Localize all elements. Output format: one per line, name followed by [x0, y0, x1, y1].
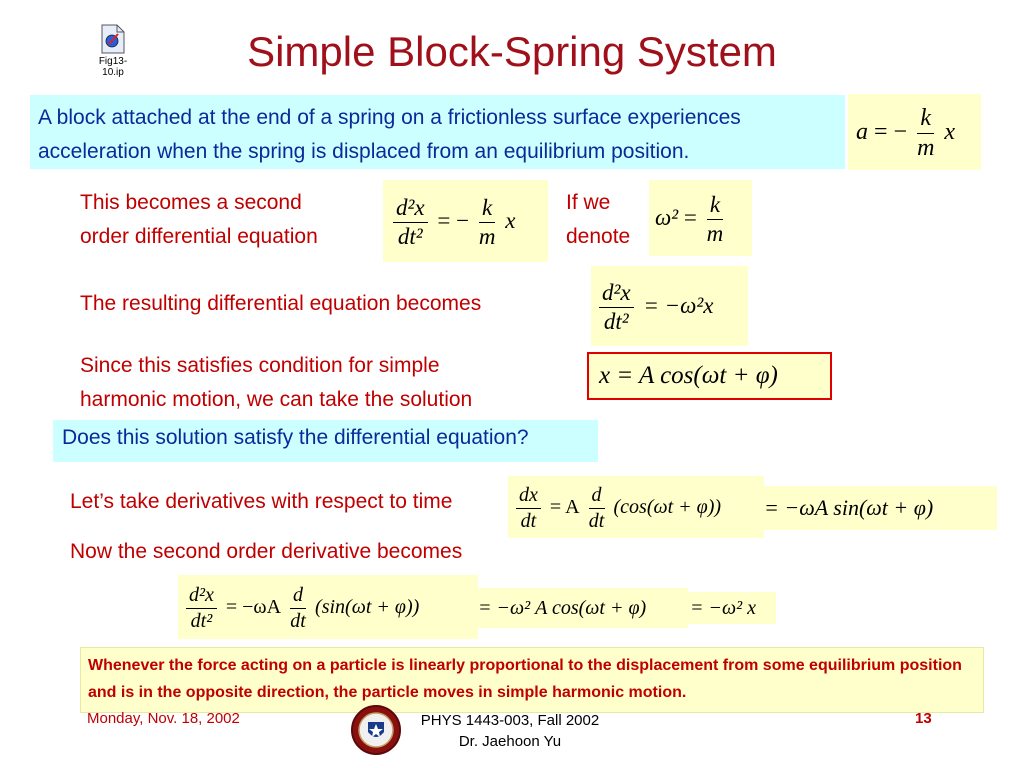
intro-text: A block attached at the end of a spring on a frictionless surface experiences acceleration when the spring is displaced from an equilibrium position.: [38, 106, 741, 163]
icon-label: Fig13-10.ip: [98, 56, 128, 78]
acceleration-equation: a = − $\frac{k}{m}$ x: [848, 94, 981, 170]
instructor-name: Dr. Jaehoon Yu: [458, 733, 562, 750]
second-order-text: This becomes a second order differential equation: [80, 191, 318, 248]
first-derivative-result: = −ωA sin(ωt + φ): [760, 486, 997, 530]
derivatives-text: Let’s take derivatives with respect to time: [70, 490, 453, 513]
solution-equation: x = A cos(ωt + φ): [587, 352, 832, 400]
course-name: PHYS 1443-003, Fall 2002: [420, 712, 600, 729]
university-seal-icon: [350, 704, 402, 756]
second-order-equation: $\frac{\text{d²x}}{\text{dt²}}$ = − $\frac{k}{m}$ x: [383, 180, 548, 262]
resulting-equation: $\frac{\text{d²x}}{\text{dt²}}$ = −ω²x: [591, 266, 748, 346]
second-derivative-middle: = −ω² A cos(ωt + φ): [476, 588, 688, 628]
question-text: Does this solution satisfy the differential equation?: [62, 426, 529, 449]
since-text: Since this satisfies condition for simple harmonic motion, we can take the solution: [80, 354, 473, 411]
conclusion-text: Whenever the force acting on a particle is linearly proportional to the displacement from some equilibrium position and is in the opposite direction, the particle moves in simple harmonic motion.: [88, 657, 962, 701]
if-we-denote-text: If we denote: [566, 191, 631, 248]
first-derivative-equation: $\frac{dx}{dt}$ = A $\frac{d}{dt}$ (cos(ωt + φ)): [508, 476, 764, 538]
page-number: 13: [915, 710, 932, 727]
resulting-text: The resulting differential equation becomes: [80, 292, 482, 315]
second-derivative-equation: $\frac{\text{d²x}}{\text{dt²}}$ = −ωA $\frac{d}{dt}$ (sin(ωt + φ)): [178, 575, 478, 639]
second-derivative-result: = −ω² x: [688, 592, 776, 624]
slide-title: Simple Block-Spring System: [247, 28, 777, 75]
footer-course: [410, 710, 610, 752]
footer-date: Monday, Nov. 18, 2002: [87, 710, 240, 727]
omega-equation: ω² = $\frac{k}{m}$: [649, 180, 752, 256]
second-derivative-text: Now the second order derivative becomes: [70, 540, 463, 563]
